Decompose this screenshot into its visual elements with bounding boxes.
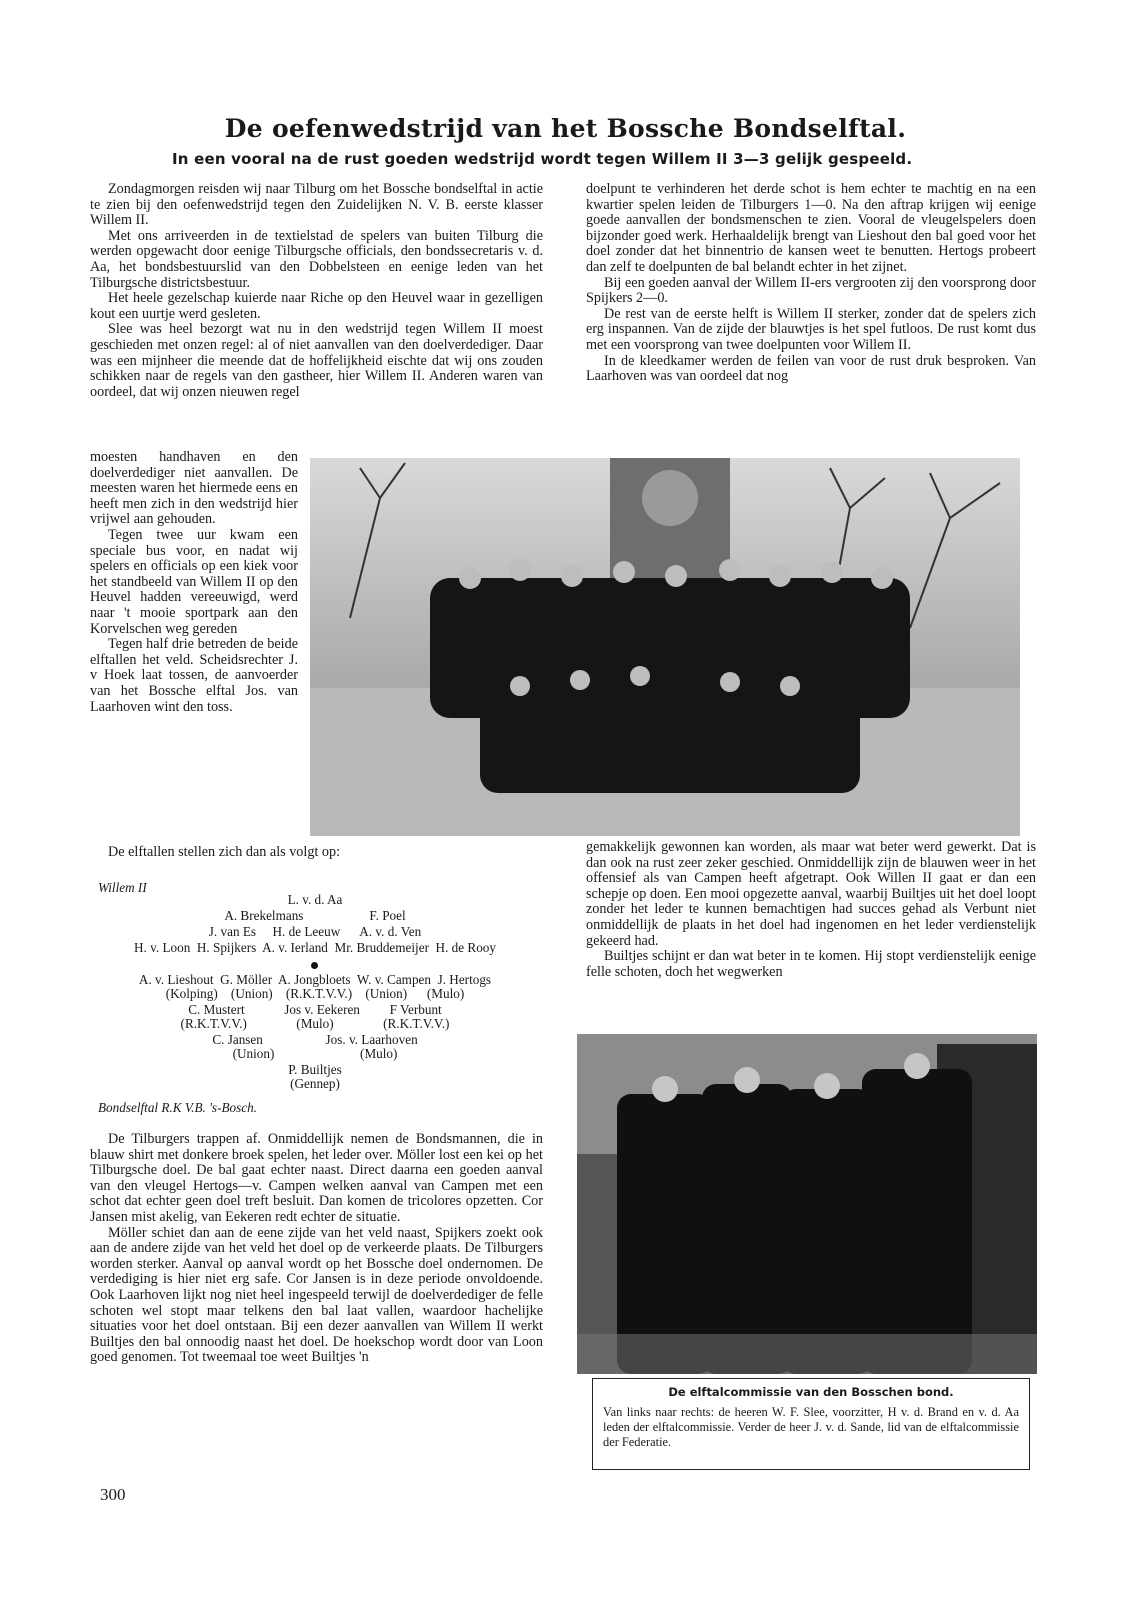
lineup-diagram [85, 888, 545, 1098]
center-dot [311, 962, 318, 969]
right-column-top [586, 182, 1036, 385]
committee-photo-image [577, 1034, 1037, 1374]
page-number: 300 [100, 1485, 126, 1504]
lineup-row: (R.K.T.V.V.) (Mulo) (R.K.T.V.V.) [180, 1016, 450, 1031]
team-label-willem: Willem II [98, 880, 147, 895]
paragraph: doelpunt te verhinderen het derde schot is hem echter te machtig en na een kwartier spelen leiden de Tilburgers 1—0. Na den aftrap krijgen wij eenige goede aanvallen der bondsmenschen te zien. Vooral de vleugelspelers doen bijzonder goed werk. Herhaaldelijk brengt van Lieshout den bal goed voor het doel zonder dat het binnentrio de kansen weet te benutten. Hertogs probeert dan zelf te doelpunten de bal belandt echter in het zijnet. [586, 181, 1036, 275]
article-subtitle: In een vooral na de rust goeden wedstrijd wordt tegen Willem II 3—3 gelijk gespeeld. [172, 150, 913, 168]
committee-photo [577, 1034, 1037, 1374]
lineup-row: (Kolping) (Union) (R.K.T.V.V.) (Union) (Mulo) [165, 986, 465, 1001]
paragraph: In de kleedkamer werden de feilen van voor de rust druk besproken. Van Laarhoven was van oordeel dat nog [586, 352, 1036, 385]
left-column-narrow [90, 450, 298, 715]
left-column-top [90, 182, 543, 400]
paragraph: Slee was heel bezorgt wat nu in den wedstrijd tegen Willem II moest geschieden met onzen regel: al of niet aanvallen van den doelverdediger. Daar was een mijnheer die meende dat de hoffelijkheid eischte dat wij ons zouden schikken naar de regels van den gastheer, hier Willem II. Anderen waren van oordeel, dat wij onzen nieuwen regel [90, 321, 543, 400]
right-column-mid [586, 840, 1036, 980]
caption-title: De elftalcommissie van den Bosschen bond. [668, 1385, 954, 1399]
caption-text: Van links naar rechts: de heeren W. F. Slee, voorzitter, H v. d. Brand en v. d. Aa leden der elftalcommissie. Verder de heer J. v. d. Sande, lid van de elftalcommissie der Federatie. [603, 1405, 1019, 1449]
left-column-bottom [90, 1132, 543, 1366]
lineup-row: (Gennep) [290, 1076, 340, 1091]
lineup-row: (Union) (Mulo) [232, 1046, 398, 1061]
lineup-row: H. v. Loon H. Spijkers A. v. Ierland Mr. Bruddemeijer H. de Rooy [134, 940, 496, 955]
team-label-bondselftal: Bondselftal R.K V.B. 's-Bosch. [98, 1100, 257, 1115]
paragraph: Tegen twee uur kwam een speciale bus voor, en nadat wij spelers en officials op een kiek voor het standbeeld van Willem II op den Heuvel hadden vereeuwigd, werd naar 't mooie sportpark aan den Korvelschen weg gereden [90, 526, 298, 637]
paragraph: Möller schiet dan aan de eene zijde van het veld naast, Spijkers zoekt ook aan de andere zijde van het veld het doel op de verkeerde plaats. De Tilburgers worden sterker. Aanval op aanval wordt op het Bossche doel ondernomen. De verdediging is hier niet erg safe. Cor Jansen is in deze periode onvoldoende. Ook Laarhoven lijkt nog niet heel ingespeeld terwijl de doelverdediger de felle schoten wel stopt maar telkens den bal laat vallen, waardoor hachelijke situaties voor het doel ontstaan. Bij een dezer aanvallen van Willem II werkt Builtjes den bal onnoodig naast het doel. De hoekschop wordt door van Loon goed genomen. Tot tweemaal toe weet Builtjes 'n [90, 1224, 543, 1366]
team-photo-image [310, 458, 1020, 836]
lineup-intro: De elftallen stellen zich dan als volgt op: [108, 844, 341, 860]
lineup-row: A. Brekelmans F. Poel [224, 908, 406, 923]
paragraph: Het heele gezelschap kuierde naar Riche op den Heuvel waar in gezelligen kout een uurtje werd gesleten. [90, 290, 543, 322]
lineup-row: A. v. Lieshout G. Möller A. Jongbloets W. v. Campen J. Hertogs [138, 972, 492, 987]
paragraph: moesten handhaven en den doelverdediger niet aanvallen. De meesten waren het hiermede eens en heeft men zich in den wedstrijd hier vrijwel aan gehouden. [90, 449, 298, 528]
lineup-row: C. Mustert Jos v. Eekeren F Verbunt [188, 1002, 442, 1017]
paragraph: De Tilburgers trappen af. Onmiddellijk nemen de Bondsmannen, die in blauw shirt met donkere broek spelen, het leder over. Möller lost een kei op het Tilburgsche doel. De bal gaat echter naast. Direct daarna een goeden aanval van den vleugel Hertogs—v. Campen welken aanval van Campen met een schot dat echter geen doel treft besluit. Dan komen de tricolores opzetten. Cor Jansen mist akelig, van Eekeren redt echter de situatie. [90, 1131, 543, 1225]
article-title: De oefenwedstrijd van het Bossche Bondselftal. [224, 114, 907, 143]
lineup-row: C. Jansen Jos. v. Laarhoven [212, 1032, 418, 1047]
paragraph: Zondagmorgen reisden wij naar Tilburg om het Bossche bondselftal in actie te zien bij den oefenwedstrijd tegen den Zuidelijken N. V. B. eerste klasser Willem II. [90, 181, 543, 229]
paragraph: Tegen half drie betreden de beide elftallen het veld. Scheidsrechter J. v Hoek laat tossen, de aanvoerder van het Bossche elftal Jos. van Laarhoven wint den toss. [90, 636, 298, 715]
lineup-row: L. v. d. Aa [287, 892, 343, 907]
paragraph: Builtjes schijnt er dan wat beter in te komen. Hij stopt verdienstelijk eenige felle schoten, doch het wegwerken [586, 948, 1036, 980]
lineup-row: J. van Es H. de Leeuw A. v. d. Ven [208, 924, 422, 939]
paragraph: Bij een goeden aanval der Willem II-ers vergrooten zij den voorsprong door Spijkers 2—0. [586, 274, 1036, 307]
paragraph: gemakkelijk gewonnen kan worden, als maar wat beter werd gewerkt. Dat is dan ook na rust zeer zeker geschied. Onmiddellijk zijn de blauwen weer in het offensief als van Campen heeft afgetrapt. Ook Willen II gaat er dan een schepje op doen. Een mooi opgezette aanval, waarbij Builtjes uit het doel loopt zonder het leder te kunnen bemachtigen had succes gehad als Verbunt niet onmiddellijk de plaats in het doel had ingenomen en het leder verdienstelijk gekeerd had. [586, 839, 1036, 949]
photo-caption [592, 1378, 1030, 1470]
paragraph: Met ons arriveerden in de textielstad de spelers van buiten Tilburg die werden opgewacht door eenige Tilburgsche officials, den bondssecretaris v. d. Aa, het bondsbestuurslid van den Dobbelsteen en eenige leden van het Tilburgsche districtsbestuur. [90, 227, 543, 291]
paragraph: De rest van de eerste helft is Willem II sterker, zonder dat de spelers zich erg inspannen. Van de zijde der blauwtjes is het spel futloos. De rust komt dus met een voorsprong van twee doelpunten voor Willem II. [586, 305, 1036, 353]
lineup-row: P. Builtjes [288, 1062, 342, 1077]
team-photo [310, 458, 1020, 836]
